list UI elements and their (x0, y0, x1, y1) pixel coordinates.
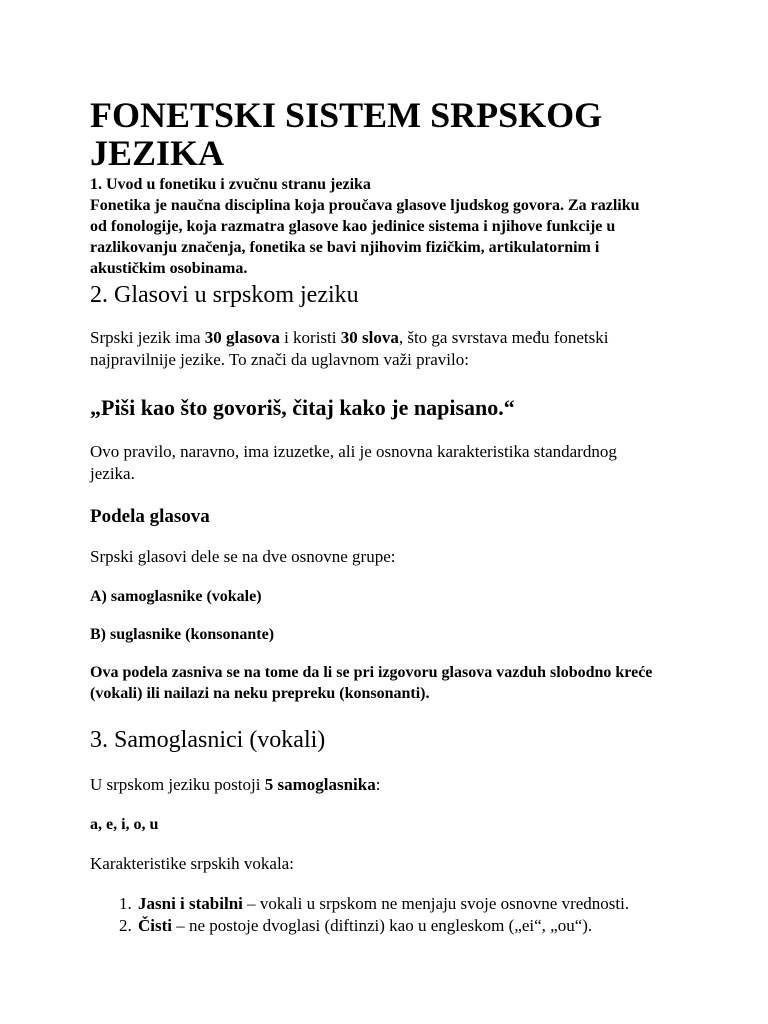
list-item-text: – vokali u srpskom ne menjaju svoje osnovne vrednosti. (242, 894, 630, 913)
list-item (136, 915, 690, 937)
vowel-count: 5 samoglasnika (264, 775, 376, 794)
section-2-heading: 2. Glasovi u srpskom jeziku (90, 282, 359, 308)
podela-heading: Podela glasova (90, 506, 210, 527)
section-3-paragraph-1 (90, 774, 690, 796)
section-2-text-a: Srpski jezik ima (90, 328, 205, 347)
list-item-term: Čisti (138, 916, 172, 935)
section-2-paragraph-3: Srpski glasovi dele se na dve osnovne grupe: (90, 547, 396, 566)
list-item-term: Jasni i stabilni (138, 894, 243, 913)
section-2-paragraph-4: Ova podela zasniva se na tome da li se pri izgovoru glasova vazduh slobodno kreće (vokali) ili nailazi na neku prepreku (konsonanti). (90, 664, 653, 702)
section-2-paragraph-2: Ovo pravilo, naravno, ima izuzetke, ali je osnovna karakteristika standardnog jezika. (90, 442, 617, 483)
section-3-heading: 3. Samoglasnici (vokali) (90, 727, 326, 753)
list-item (136, 893, 690, 915)
intro-text: Fonetika je naučna disciplina koja proučava glasove ljudskog govora. Za razliku od fonologije, koja razmatra glasove kao jedinice sistema i njihove funkcije u razlikovanju značenja, fonetika se bavi njihovim fizičkim, artikulatornim i akustičkim osobinama. (90, 197, 640, 277)
list-item-text: – ne postoje dvoglasi (diftinzi) kao u engleskom („ei“, „ou“). (172, 916, 593, 935)
vowel-characteristics-list (90, 893, 690, 937)
section-2-paragraph-1 (90, 327, 650, 371)
group-b: B) suglasnike (konsonante) (90, 626, 275, 643)
rule-quote: „Piši kao što govoriš, čitaj kako je napisano.“ (90, 395, 515, 420)
intro-heading: 1. Uvod u fonetiku i zvučnu stranu jezika (90, 176, 371, 193)
section-3-text-c: : (375, 775, 381, 794)
section-2-text-e: , što ga svrstava među fonetski najpravilnije jezike. To znači da uglavnom važi pravilo: (90, 328, 609, 369)
section-3-paragraph-2: Karakteristike srpskih vokala: (90, 854, 294, 873)
group-a: A) samoglasnike (vokale) (90, 588, 262, 605)
vowels-list: a, e, i, o, u (90, 816, 159, 833)
slova-count: 30 slova (340, 328, 399, 347)
document-title: FONETSKI SISTEM SRPSKOG JEZIKA (90, 95, 603, 173)
section-2-text-c: i koristi (279, 328, 341, 347)
glasova-count: 30 glasova (204, 328, 280, 347)
section-3-text-a: U srpskom jeziku postoji (90, 775, 265, 794)
document-page (90, 96, 690, 937)
